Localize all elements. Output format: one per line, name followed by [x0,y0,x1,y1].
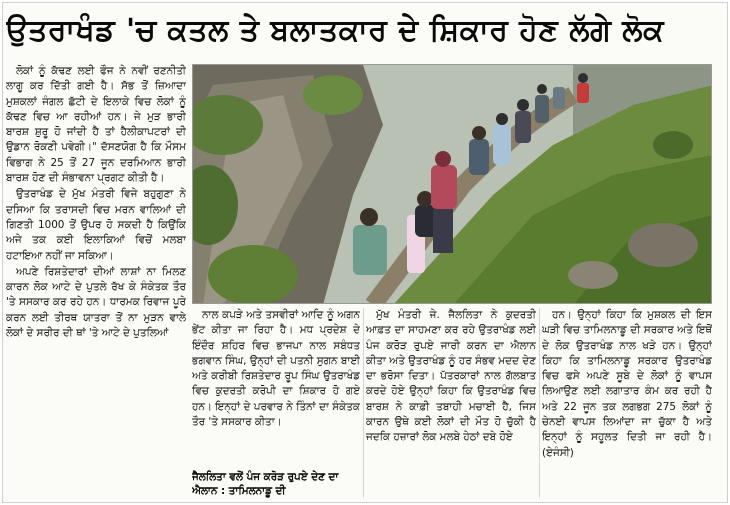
paragraph: ਅਪਣੇ ਰਿਸ਼ਤੇਦਾਰਾਂ ਦੀਆਂ ਲਾਸ਼ਾਂ ਨਾ ਮਿਲਣ ਕਾਰਨ ਲੋਕ ਆਟੇ ਦੇ ਪੁਤਲੇ ਰੱਖ ਕੇ ਸੰਕੇਤਕ ਤੌਰ 'ਤੇ ਸਸਕਾਰ ਕਰ ਰਹੇ ਹਨ। ਧਾਰਮਕ ਰਿਵਾਜ ਪੂਰੇ ਕਰਨ ਲਈ ਤੀਰਥ ਯਾਤਰਾ ਤੋਂ ਨਾ ਮੁੜਨ ਵਾਲੇ ਲੋਕਾਂ ਦੇ ਸਰੀਰ ਦੀ ਥਾਂ 'ਤੇ ਆਟੇ ਦੇ ਪੁਤਲਿਆਂ [6,265,186,340]
paragraph: ਨਾਲ ਕਪੜੇ ਅਤੇ ਤਸਵੀਰਾਂ ਆਦਿ ਨੂੰ ਅਗਨ ਭੇਂਟ ਕੀਤਾ ਜਾ ਰਿਹਾ ਹੈ। ਮਧ ਪ੍ਰਦੇਸ਼ ਦੇ ਇੰਦੌਰ ਸ਼ਹਿਰ ਵਿਚ ਭਾਜਪਾ ਨਾਲ ਸਬੰਧਤ ਭਗਵਾਨ ਸਿੰਘ, ਉਨ੍ਹਾਂ ਦੀ ਪਤਨੀ ਸੁਗਨ ਬਾਈ ਅਤੇ ਕਰੀਬੀ ਰਿਸ਼ਤੇਦਾਰ ਰੂਪ ਸਿੰਘ ਉਤਰਾਖੰਡ ਵਿਚ ਕੁਦਰਤੀ ਕਰੋਪੀ ਦਾ ਸ਼ਿਕਾਰ ਹੋ ਗਏ ਹਨ। ਇਨ੍ਹਾਂ ਦੇ ਪਰਵਾਰ ਨੇ ਤਿੰਨਾਂ ਦਾ ਸੰਕੇਤਕ ਤੌਰ 'ਤੇ ਸਸਕਾਰ ਕੀਤਾ। [192,309,360,429]
subheading: ਜੈਲਲਿਤਾ ਵਲੋਂ ਪੰਜ ਕਰੋੜ ਰੁਪਏ ਦੇਣ ਦਾ ਐਲਾਨ : ਤਾਮਿਲਨਾਡੂ ਦੀ [192,471,339,497]
paragraph: ਉਤਰਾਖੰਡ ਦੇ ਮੁੱਖ ਮੰਤਰੀ ਵਿਜੇ ਬਹੁਗੁਣਾ ਨੇ ਦਸਿਆ ਕਿ ਤਰਾਸਦੀ ਵਿਚ ਮਰਨ ਵਾਲਿਆਂ ਦੀ ਗਿਣਤੀ 1000 ਤੋਂ ਉਪਰ ਹੋ ਸਕਦੀ ਹੈ ਕਿਉਂਕਿ ਅਜੇ ਤਕ ਕਈ ਇਲਾਕਿਆਂ ਵਿਚੋਂ ਮਲਬਾ ਹਟਾਇਆ ਨਹੀਂ ਜਾ ਸਕਿਆ। [6,188,186,262]
paragraph: ਹਨ। ਉਨ੍ਹਾਂ ਕਿਹਾ ਕਿ ਮੁਸ਼ਕਲ ਦੀ ਇਸ ਘੜੀ ਵਿਚ ਤਾਮਿਲਨਾਡੂ ਦੀ ਸਰਕਾਰ ਅਤੇ ਇਥੋਂ ਦੇ ਲੋਕ ਉਤਰਾਖੰਡ ਨਾਲ ਖੜੇ ਹਨ। ਉਨ੍ਹਾਂ ਕਿਹਾ ਕਿ ਤਾਮਿਲਨਾਡੂ ਸਰਕਾਰ ਉਤਰਾਖੰਡ ਵਿਚ ਫਸੇ ਅਪਣੇ ਸੂਬੇ ਦੇ ਲੋਕਾਂ ਨੂੰ ਵਾਪਸ ਲਿਆਉਣ ਲਈ ਲਗਾਤਾਰ ਕੰਮ ਕਰ ਰਹੀ ਹੈ ਅਤੇ 22 ਜੂਨ ਤਕ ਲਗਭਗ 275 ਲੋਕਾਂ ਨੂੰ ਚੇਨਈ ਵਾਪਸ ਲਿਆਂਦਾ ਜਾ ਚੁੱਕਾ ਹੈ ਅਤੇ ਇਨ੍ਹਾਂ ਨੂੰ ਸਹੂਲਤ ਦਿਤੀ ਜਾ ਰਹੀ ਹੈ। (ਏਜੰਸੀ) [542,309,712,459]
column-divider [363,308,364,498]
paragraph: ਮੁੱਖ ਮੰਤਰੀ ਜੇ. ਜੈਲਲਿਤਾ ਨੇ ਕੁਦਰਤੀ ਆਫ਼ਤ ਦਾ ਸਾਹਮਣਾ ਕਰ ਰਹੇ ਉਤਰਾਖੰਡ ਲਈ ਪੰਜ ਕਰੋੜ ਰੁਪਏ ਜਾਰੀ ਕਰਨ ਦਾ ਐਲਾਨ ਕੀਤਾ ਅਤੇ ਉਤਰਾਖੰਡ ਨੂੰ ਹਰ ਸੰਭਵ ਮਦਦ ਦੇਣ ਦਾ ਭਰੋਸਾ ਦਿਤਾ। ਪੱਤਰਕਾਰਾਂ ਨਾਲ ਗੱਲਬਾਤ ਕਰਦੇ ਹੋਏ ਉਨ੍ਹਾਂ ਕਿਹਾ ਕਿ ਉਤਰਾਖੰਡ ਵਿਚ ਬਾਰਸ਼ ਨੇ ਕਾਫ਼ੀ ਤਬਾਹੀ ਮਚਾਈ ਹੈ, ਜਿਸ ਕਾਰਨ ਉਥੇ ਕਈ ਲੋਕਾਂ ਦੀ ਮੌਤ ਹੋ ਚੁੱਕੀ ਹੈ ਜਦਕਿ ਹਜ਼ਾਰਾਂ ਲੋਕ ਮਲਬੇ ਹੇਠਾਂ ਦਬੇ ਹੋਏ [366,309,536,444]
article-column-3 [366,308,536,498]
article-column-2 [192,308,360,472]
paragraph: ਲੋਕਾਂ ਨੂੰ ਕੱਢਣ ਲਈ ਫੌਜ ਨੇ ਨਵੀਂ ਰਣਨੀਤੀ ਲਾਗੂ ਕਰ ਦਿੱਤੀ ਗਈ ਹੈ। ਸੱਭ ਤੋਂ ਜ਼ਿਆਦਾ ਮੁਸ਼ਕਲਾਂ ਜੰਗਲ ਛੱਟੀ ਦੇ ਇਲਾਕੇ ਵਿਚ ਲੋਕਾਂ ਨੂੰ ਕੱਢਣ ਵਿਚ ਆ ਰਹੀਆਂ ਹਨ। ਜੇ ਮੁੜ ਭਾਰੀ ਬਾਰਸ਼ ਸ਼ੁਰੂ ਹੋ ਜਾਂਦੀ ਹੈ ਤਾਂ ਹੈਲੀਕਾਪਟਰਾਂ ਦੀ ਉਡਾਨ ਰੋਕਣੀ ਪਵੇਗੀ।" ਦੱਸਣਯੋਗ ਹੈ ਕਿ ਮੌਸਮ ਵਿਭਾਗ ਨੇ 25 ਤੋਂ 27 ਜੂਨ ਦਰਮਿਆਨ ਭਾਰੀ ਬਾਰਸ਼ ਹੋਣ ਦੀ ਸੰਭਾਵਨਾ ਪ੍ਰਗਟ ਕੀਤੀ ਹੈ। [6,65,186,185]
column-divider [539,308,540,498]
article-column-1 [6,64,186,496]
headline: ਉਤਰਾਖੰਡ 'ਚ ਕਤਲ ਤੇ ਬਲਾਤਕਾਰ ਦੇ ਸ਼ਿਕਾਰ ਹੋਣ ਲੱਗੇ ਲੋਕ [6,13,665,48]
news-photo [192,64,712,304]
article-column-4 [542,308,712,498]
